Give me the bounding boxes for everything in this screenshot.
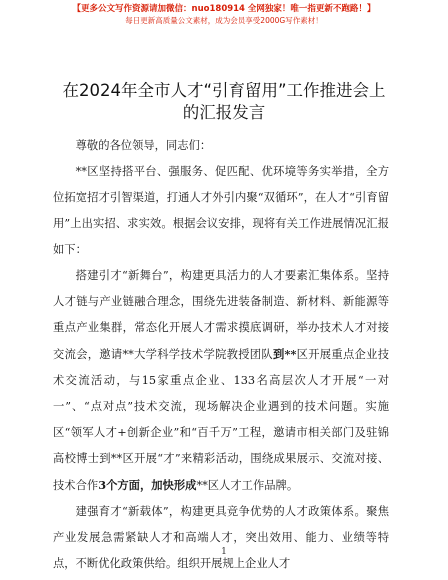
document-title-line2: 的汇报发言 <box>182 103 266 122</box>
paragraph-talent-platform-text3: **区人才工作品牌。 <box>196 479 299 492</box>
document-body <box>53 133 389 577</box>
page-number: 1 <box>221 547 227 557</box>
document-title <box>40 80 408 124</box>
paragraph-talent-platform-bold1: 到** <box>272 347 297 361</box>
paragraph-talent-platform <box>53 263 389 499</box>
paragraph-intro: **区坚持搭平台、强服务、促匹配、优环境等务实举措，全方位拓宽招才引智渠道，打通人才外引内聚“双循环”，在人才“引育留用”上出实招、求实效。根据会议安排，现将有关工作进展情况汇报如下： <box>53 165 389 256</box>
salutation: 尊敬的各位领导，同志们： <box>75 139 212 152</box>
promo-banner-line2: 每日更新高质量公文素材，成为会员享受2000G写作素材！ <box>125 16 323 25</box>
paragraph-talent-platform-text1: 搭建引才“新舞台”，构建更具活力的人才要素汇集体系。坚持人才链与产业链融合理念，围绕先进装备制造、新材料、新能源等重点产业集群，常态化开展人才需求摸底调研，举办技术人才对接交流会，邀请**大学科学技术学院教授团队 <box>53 269 389 361</box>
promo-banner <box>0 3 448 26</box>
document-title-line1: 在2024年全市人才“引育留用”工作推进会上 <box>62 81 386 100</box>
promo-banner-line1: 【更多公文写作资源请加微信：nuo180914 全网独家！唯一指更新不跑路！】 <box>72 4 376 14</box>
paragraph-talent-cultivation: 建强育才“新载体”，构建更具竞争优势的人才政策体系。聚焦产业发展急需紧缺人才和高端人才，突出效用、能力、业绩等特点，不断优化政策供给。组织开展规上企业人才 <box>53 505 389 570</box>
paragraph-talent-platform-text2: 区开展重点企业技术交流活动，与15家重点企业、133名高层次人才开展“一对一”、“点对点”技术交流，现场解决企业遇到的技术问题。实施区“领军人才+创新企业”和“百千万”工程，邀请市相关部门及驻锦高校博士到**区开展“才”来精彩活动，围绕成果展示、交流对接、技术合作 <box>53 348 389 492</box>
paragraph-talent-platform-bold2: 3个方面，加快形成 <box>98 478 197 492</box>
